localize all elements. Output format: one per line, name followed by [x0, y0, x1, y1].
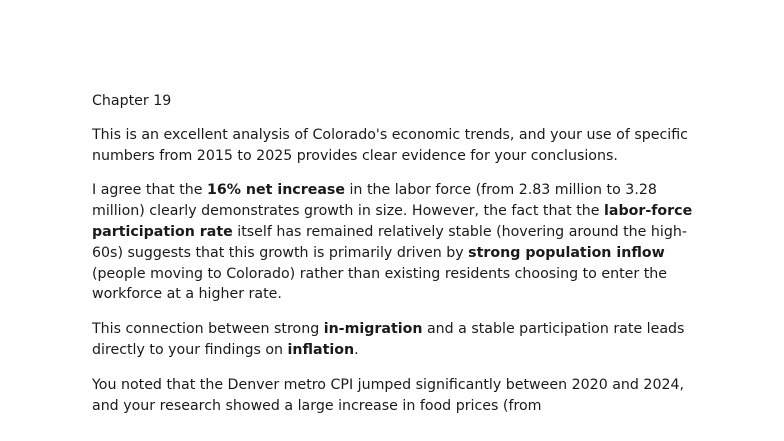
- bold-in-migration: in-migration: [323, 321, 423, 338]
- paragraph-3-text-2: and a stable participation rate leads directly to your findings on: [92, 321, 685, 358]
- bold-inflation: inflation: [287, 341, 355, 358]
- paragraph-4: You noted that the Denver metro CPI jumped significantly between 2020 and 2024, and your research showed a large increase in food prices (from: [92, 376, 685, 414]
- paragraph-2-text-1: I agree that the: [92, 182, 207, 199]
- paragraph-2-text-4: (people moving to Colorado) rather than existing residents choosing to enter the workforce at a higher rate.: [92, 265, 667, 303]
- bold-participation-rate: labor-force participation rate: [92, 203, 693, 240]
- paragraph-2: [92, 180, 712, 305]
- paragraph-3-text-3: .: [354, 341, 359, 358]
- bold-population-inflow: strong population inflow: [468, 244, 665, 261]
- paragraph-2-text-2: in the labor force (from 2.83 million to 3.28 million) clearly demonstrates growth in size. However, the fact that the: [92, 182, 657, 220]
- chapter-heading: Chapter 19: [92, 93, 172, 109]
- paragraph-1: This is an excellent analysis of Colorado's economic trends, and your use of specific numbers from 2015 to 2025 provides clear evidence for your conclusions.: [92, 126, 688, 164]
- paragraph-3-text-1: This connection between strong: [92, 321, 324, 338]
- paragraph-2-text-3: itself has remained relatively stable (hovering around the high-60s) suggests that this growth is primarily driven by: [92, 223, 687, 261]
- bold-net-increase: 16% net increase: [207, 182, 345, 199]
- paragraph-3: [92, 319, 712, 361]
- document-body: [92, 91, 712, 430]
